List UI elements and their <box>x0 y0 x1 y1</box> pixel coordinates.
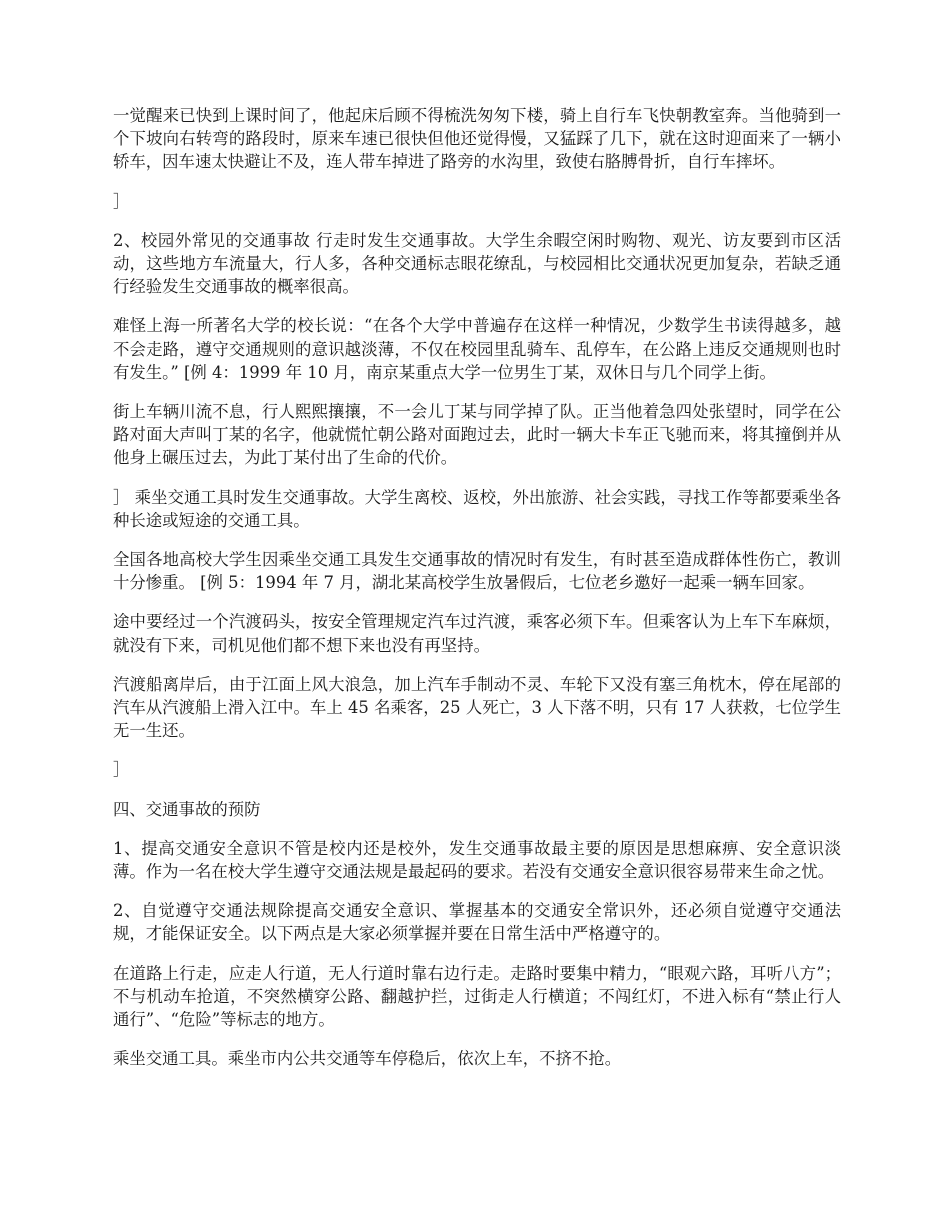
paragraph-example-5: 全国各地高校大学生因乘坐交通工具发生交通事故的情况时有发生，有时甚至造成群体性伤亡，教训十分惨重。 [例 5：1994 年 7 月，湖北某高校学生放暑假后，七位老乡邀好一起乘一辆车回家。 <box>113 550 841 593</box>
paragraph-riding: 乘坐交通工具。乘坐市内公共交通等车停稳后，依次上车，不挤不抢。 <box>113 1049 622 1069</box>
document-body <box>113 104 841 1087</box>
paragraph-example-4: 街上车辆川流不息，行人熙熙攘攘，不一会儿丁某与同学掉了队。正当他着急四处张望时，同学在公路对面大声叫丁某的名字，他就慌忙朝公路对面跑过去，此时一辆大卡车正飞驰而来，将其撞倒并从他身上碾压过去，为此丁某付出了生命的代价。 <box>113 402 841 468</box>
bracket-mark: ］ <box>113 191 130 211</box>
paragraph-1: 一觉醒来已快到上课时间了，他起床后顾不得梳洗匆匆下楼，骑上自行车飞快朝教室奔。当他骑到一个下坡向右转弯的路段时，原来车速已很快但他还觉得慢，又猛踩了几下，就在这时迎面来了一辆小轿车，因车速太快避让不及，连人带车掉进了路旁的水沟里，致使右胳膊骨折，自行车摔坏。 <box>113 106 841 172</box>
section-heading-prevention: 四、交通事故的预防 <box>113 799 261 819</box>
paragraph-campus-outside: 2、校园外常见的交通事故 行走时发生交通事故。大学生余暇空闲时购物、观光、访友要到市区活动，这些地方车流量大，行人多，各种交通标志眼花缭乱，与校园相比交通状况更加复杂，若缺乏通行经验发生交通事故的概率很高。 <box>113 230 841 297</box>
paragraph-ferry-accident: 汽渡船离岸后，由于江面上风大浪急，加上汽车手制动不灵、车轮下又没有塞三角枕木，停在尾部的汽车从汽渡船上滑入江中。车上 45 名乘客，25 人死亡，3 人下落不明，只有 17 人获救，七位学生无一生还。 <box>113 674 841 741</box>
paragraph-obey-rules: 2、自觉遵守交通法规除提高交通安全意识、掌握基本的交通安全常识外，还必须自觉遵守交通法规，才能保证安全。以下两点是大家必须掌握并要在日常生活中严格遵守的。 <box>113 901 841 944</box>
paragraph-ferry: 途中要经过一个汽渡码头，按安全管理规定汽车过汽渡，乘客必须下车。但乘客认为上车下车麻烦，就没有下来，司机见他们都不想下来也没有再坚持。 <box>113 612 841 655</box>
bracket-mark: ］ <box>113 760 130 780</box>
paragraph-principal-quote: 难怪上海一所著名大学的校长说：“在各个大学中普遍存在这样一种情况，少数学生书读得越多，越不会走路，遵守交通规则的意识越淡薄，不仅在校园里乱骑车、乱停车，在公路上违反交通规则也时有发生。” [例 4：1999 年 10 月，南京某重点大学一位男生丁某，双休日与几个同学上街。 <box>113 316 841 382</box>
paragraph-transport: ］ 乘坐交通工具时发生交通事故。大学生离校、返校，外出旅游、社会实践，寻找工作等都要乘坐各种长途或短途的交通工具。 <box>113 487 841 530</box>
paragraph-awareness: 1、提高交通安全意识不管是校内还是校外，发生交通事故最主要的原因是思想麻痹、安全意识淡薄。作为一名在校大学生遵守交通法规是最起码的要求。若没有交通安全意识很容易带来生命之忧。 <box>113 838 841 882</box>
paragraph-walking: 在道路上行走，应走人行道，无人行道时靠右边行走。走路时要集中精力，“眼观六路，耳听八方”；不与机动车抢道，不突然横穿公路、翻越护拦，过街走人行横道；不闯红灯，不进入标有“禁止行人通行”、“危险”等标志的地方。 <box>113 963 841 1030</box>
